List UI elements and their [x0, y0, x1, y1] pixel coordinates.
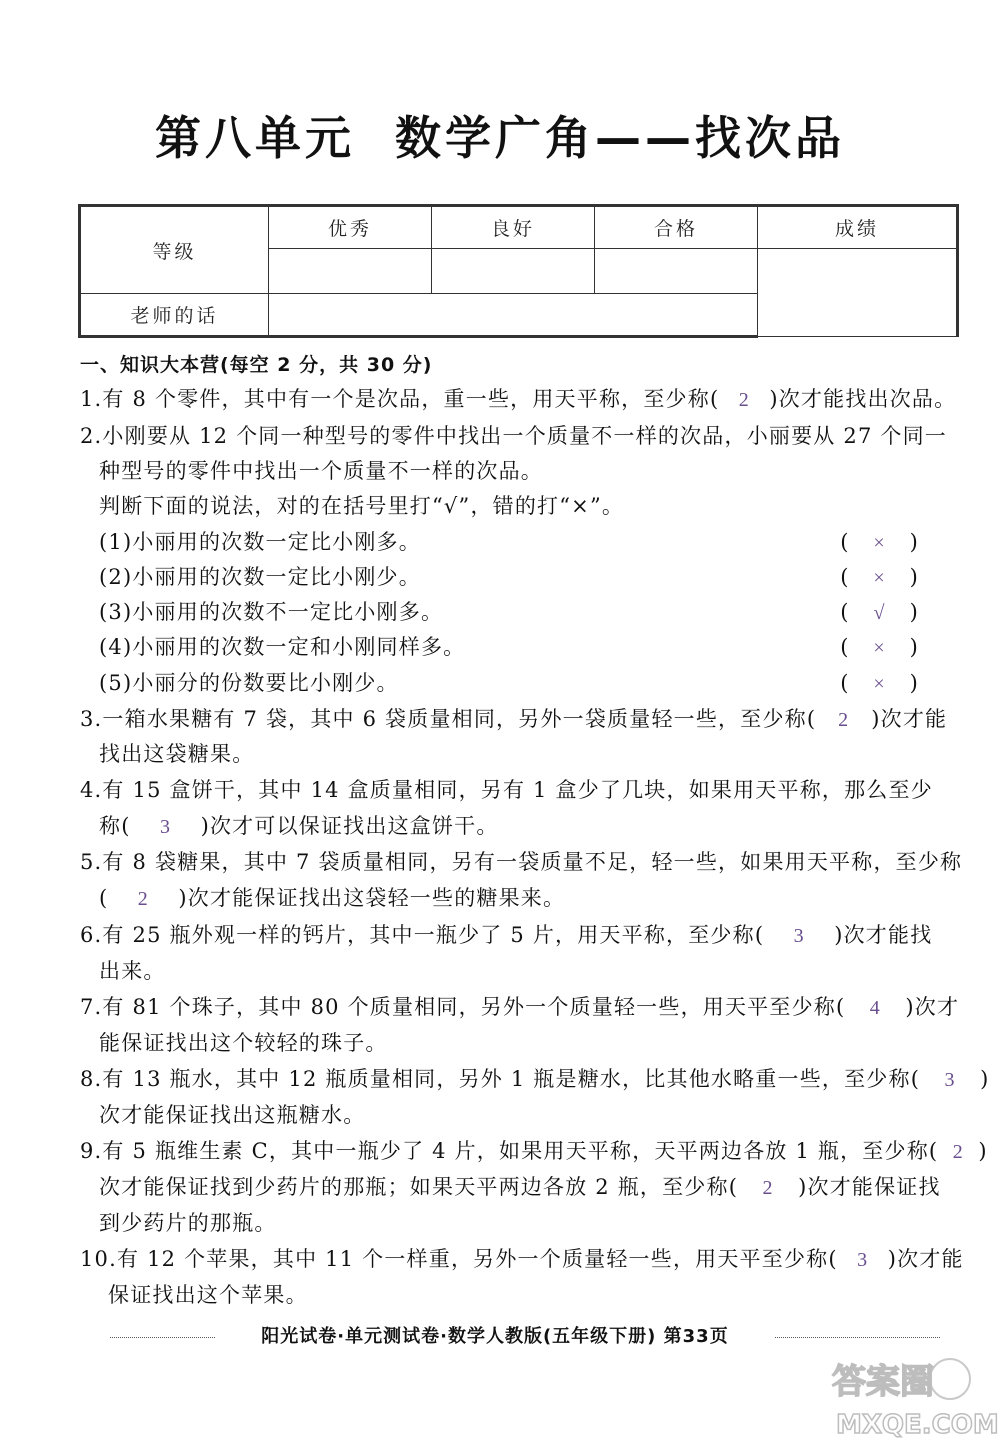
level-label: 等级 — [80, 206, 269, 294]
answer-q7[interactable]: 4 — [869, 997, 881, 1019]
question-4-line2: 称( 3 )次才可以保证找出这盒饼干。 — [99, 811, 499, 842]
answer-q10[interactable]: 3 — [857, 1249, 869, 1271]
question-2-line2: 种型号的零件中找出一个质量不一样的次品。 — [99, 459, 543, 483]
judge-item: (3)小丽用的次数不一定比小刚多。 ( √ ) — [99, 597, 959, 627]
teacher-label: 老师的话 — [80, 294, 269, 337]
grade-table — [78, 204, 959, 338]
cell-score[interactable] — [758, 249, 958, 337]
answer-q4[interactable]: 3 — [159, 816, 172, 838]
judge-item: (2)小丽用的次数一定比小刚少。 ( × ) — [99, 562, 959, 592]
answer-q9a[interactable]: 2 — [952, 1141, 964, 1163]
answer-judge-5[interactable]: × — [873, 673, 886, 695]
cell-good[interactable] — [432, 249, 595, 294]
answer-judge-2[interactable]: × — [873, 567, 886, 589]
question-5-line1: 5.有 8 袋糖果，其中 7 袋质量相同，另有一袋质量不足，轻一些，如果用天平称，至少称 — [80, 850, 963, 874]
question-2-line1: 2.小刚要从 12 个同一种型号的零件中找出一个质量不一样的次品，小丽要从 27 个同一 — [80, 424, 947, 448]
cell-excellent[interactable] — [269, 249, 432, 294]
page-title — [0, 108, 1000, 168]
answer-q5[interactable]: 2 — [137, 888, 149, 910]
question-10-line2: 保证找出这个苹果。 — [108, 1283, 308, 1307]
question-6-line2: 出来。 — [99, 959, 166, 983]
question-10: 10.有 12 个苹果，其中 11 个一样重，另外一个质量轻一些，用天平至少称( 3 )次才能 — [80, 1244, 964, 1275]
question-6: 6.有 25 瓶外观一样的钙片，其中一瓶少了 5 片，用天平称，至少称( 3 )次才能找 — [80, 920, 932, 951]
question-3-line2: 找出这袋糖果。 — [99, 742, 255, 766]
col-score: 成绩 — [758, 206, 958, 249]
answer-judge-3[interactable]: √ — [873, 602, 886, 624]
svg-text:MXQE.COM: MXQE.COM — [836, 1410, 999, 1440]
footer-text: 阳光试卷·单元测试卷·数学人教版(五年级下册) 第33页 — [261, 1326, 729, 1347]
judge-item: (1)小丽用的次数一定比小刚多。 ( × ) — [99, 527, 959, 557]
question-1: 1.有 8 个零件，其中有一个是次品，重一些，用天平称，至少称( 2 )次才能找出次品。 — [80, 384, 956, 415]
answer-judge-4[interactable]: × — [873, 637, 886, 659]
section-title: 一、知识大本营(每空 2 分，共 30 分) — [80, 354, 433, 376]
judge-item: (4)小丽用的次数一定和小刚同样多。 ( × ) — [99, 632, 959, 662]
question-3: 3.一箱水果糖有 7 袋，其中 6 袋质量相同，另外一袋质量轻一些，至少称( 2 )次才能 — [80, 704, 947, 735]
question-2-instruction: 判断下面的说法，对的在括号里打“√”，错的打“×”。 — [99, 494, 625, 518]
svg-text:答案圈: 答案圈 — [832, 1362, 934, 1402]
question-9-line3: 到少药片的那瓶。 — [99, 1211, 277, 1235]
teacher-comment-cell[interactable] — [269, 294, 758, 337]
answer-judge-1[interactable]: × — [873, 532, 886, 554]
answer-q9b[interactable]: 2 — [762, 1177, 774, 1199]
cell-pass[interactable] — [595, 249, 758, 294]
answer-q6[interactable]: 3 — [793, 925, 805, 947]
question-4-line1: 4.有 15 盒饼干，其中 14 盒质量相同，另有 1 盒少了几块，如果用天平称，那么至少 — [80, 778, 933, 802]
answer-q3[interactable]: 2 — [838, 709, 850, 731]
footer-divider-right — [775, 1337, 940, 1338]
question-9: 9.有 5 瓶维生素 C，其中一瓶少了 4 片，如果用天平称，天平两边各放 1 瓶，至少称( 2 ) — [80, 1136, 988, 1167]
page-footer — [110, 1322, 940, 1352]
footer-divider-left — [110, 1337, 215, 1338]
judge-item: (5)小丽分的份数要比小刚少。 ( × ) — [99, 668, 959, 698]
answer-q1[interactable]: 2 — [738, 389, 750, 411]
answer-q8[interactable]: 3 — [944, 1069, 956, 1091]
unit-topic: 数学广角——找次品 — [395, 111, 845, 165]
col-pass: 合格 — [595, 206, 758, 249]
question-8: 8.有 13 瓶水，其中 12 瓶质量相同，另外 1 瓶是糖水，比其他水略重一些，至少称( 3 ) — [80, 1064, 990, 1095]
question-7: 7.有 81 个珠子，其中 80 个质量相同，另外一个质量轻一些，用天平至少称( 4 )次才 — [80, 992, 959, 1023]
unit-label: 第八单元 — [155, 111, 355, 165]
question-9-line2: 次才能保证找到少药片的那瓶；如果天平两边各放 2 瓶，至少称( 2 )次才能保证找 — [99, 1172, 941, 1203]
watermark-logo — [822, 1351, 999, 1441]
question-8-line2: 次才能保证找出这瓶糖水。 — [99, 1103, 366, 1127]
col-excellent: 优秀 — [269, 206, 432, 249]
question-5-line2: ( 2 )次才能保证找出这袋轻一些的糖果来。 — [99, 883, 565, 914]
question-7-line2: 能保证找出这个较轻的珠子。 — [99, 1031, 388, 1055]
col-good: 良好 — [432, 206, 595, 249]
